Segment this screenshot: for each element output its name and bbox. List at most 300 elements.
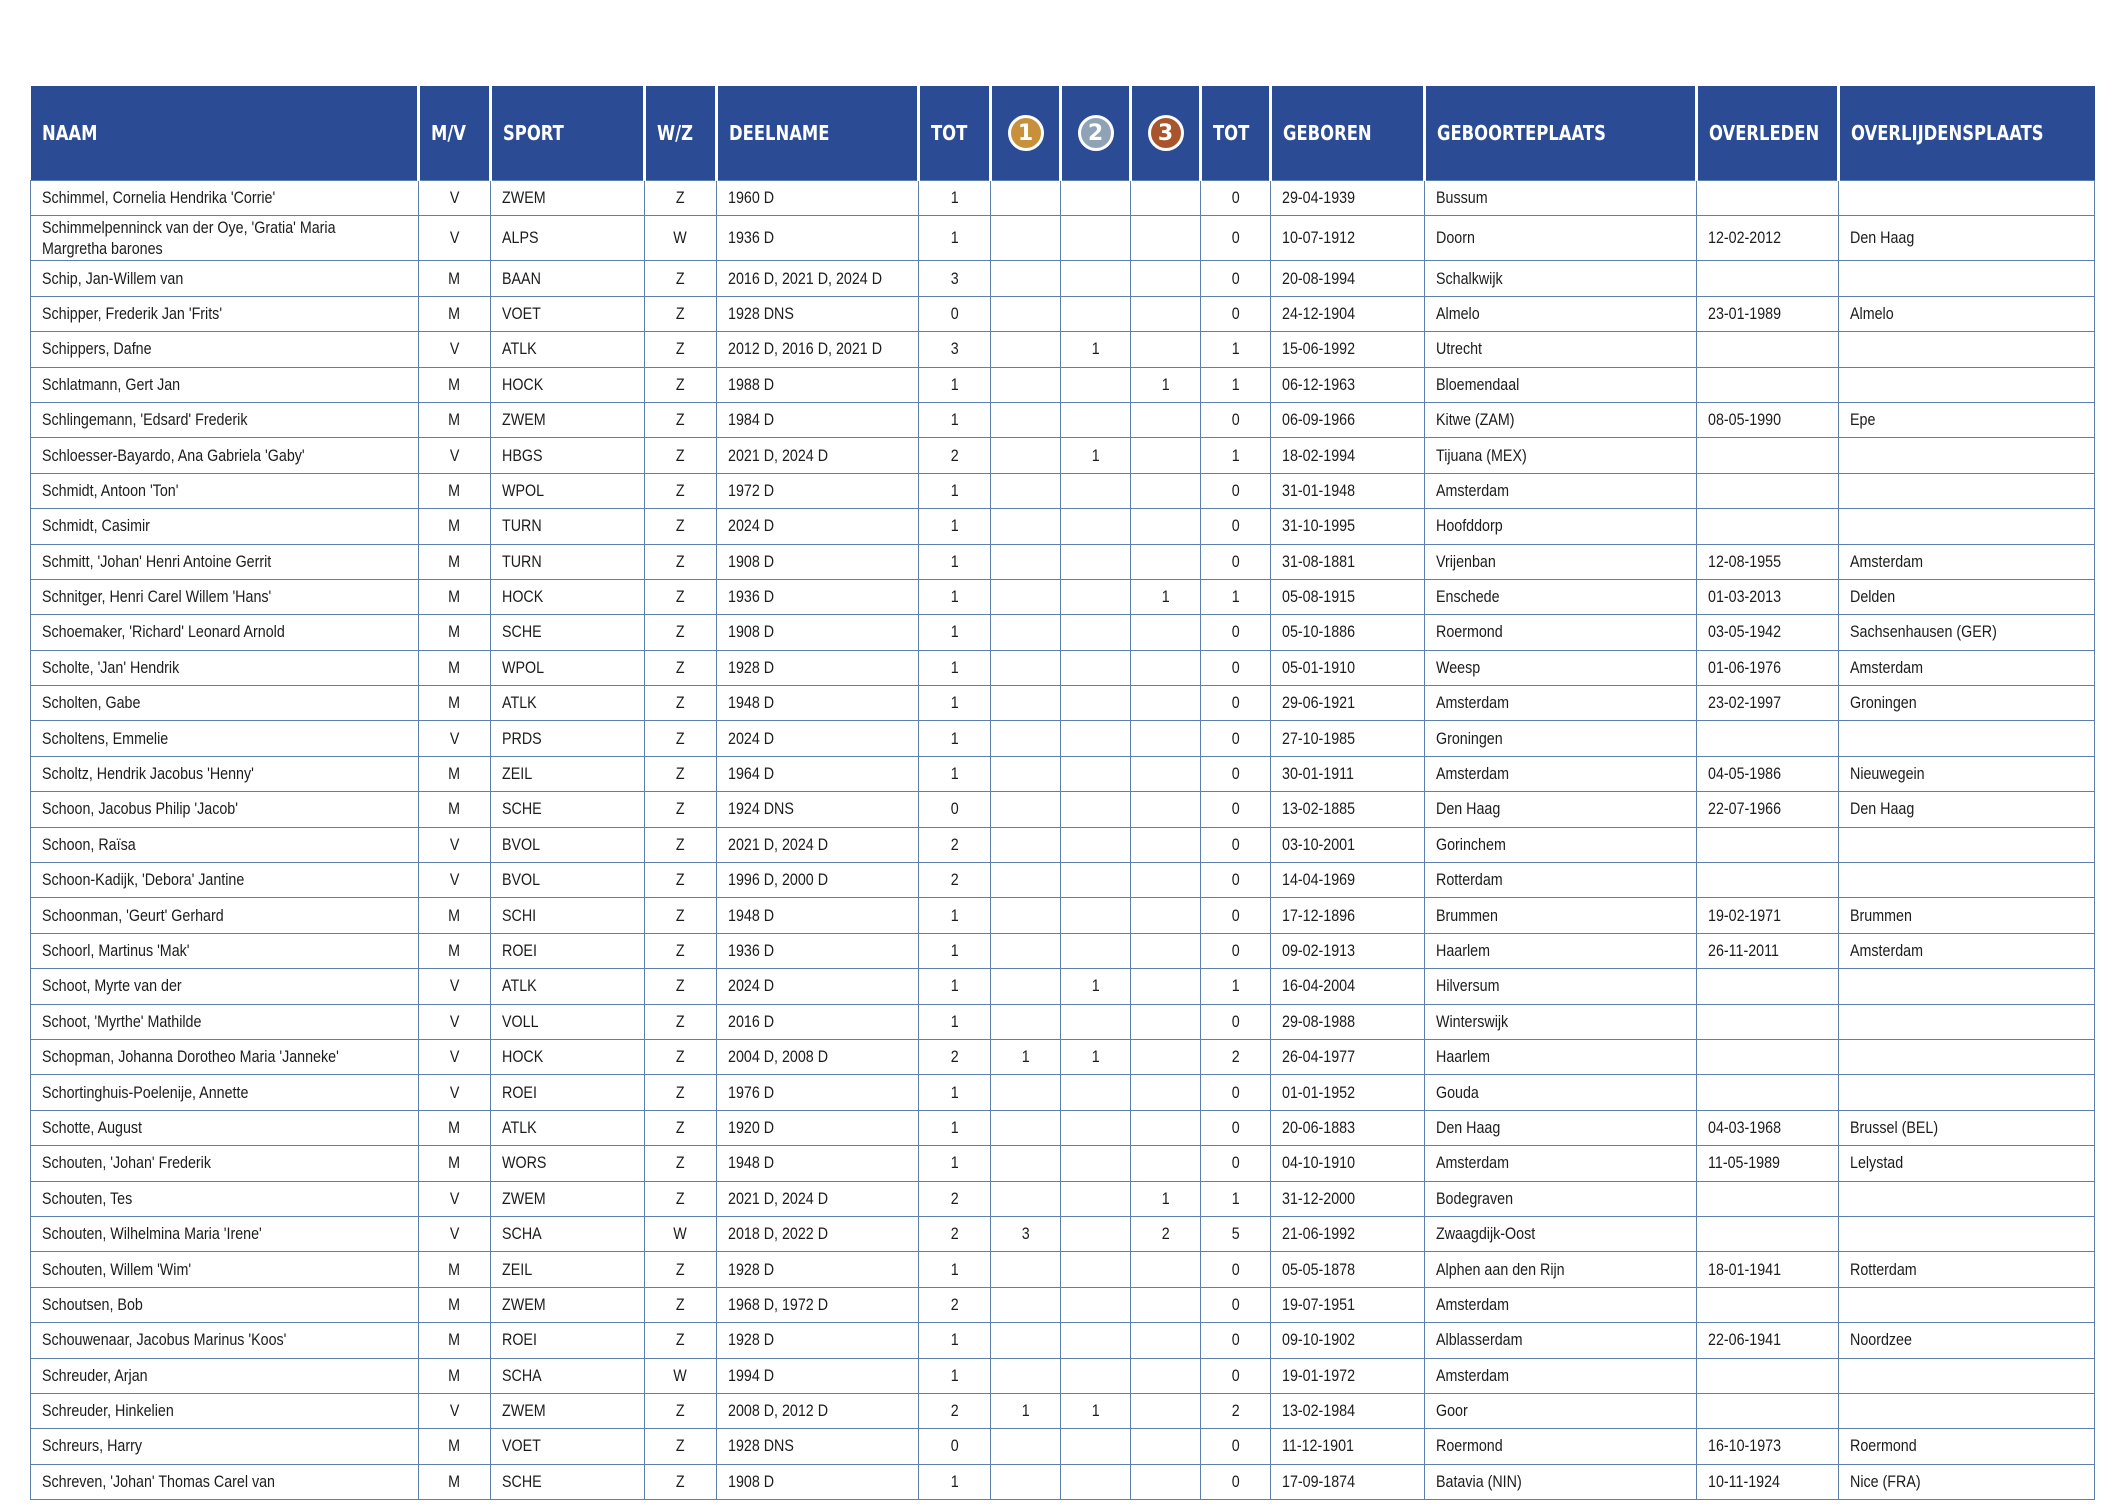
cell-wz	[645, 1146, 717, 1181]
cell-overlijdensplaats	[1839, 332, 2095, 367]
cell-deelname-text: 1924 DNS	[728, 799, 794, 819]
cell-tot-medals-text: 0	[1231, 905, 1240, 925]
cell-tot-medals	[1201, 1216, 1271, 1251]
cell-naam	[31, 1287, 419, 1322]
cell-mv	[419, 367, 491, 402]
cell-geboorteplaats	[1425, 1075, 1697, 1110]
cell-wz	[645, 1358, 717, 1393]
cell-overlijdensplaats	[1839, 402, 2095, 437]
cell-deelname-text: 1984 D	[728, 410, 775, 430]
cell-gold	[991, 1323, 1061, 1358]
cell-deelname	[717, 332, 919, 367]
cell-sport-text: HBGS	[502, 445, 543, 465]
cell-geboren-text: 05-01-1910	[1282, 657, 1356, 677]
cell-bronze	[1131, 792, 1201, 827]
cell-overleden	[1697, 473, 1839, 508]
cell-tot-deelname-text: 1	[950, 693, 959, 713]
cell-mv-text: V	[449, 1188, 460, 1208]
cell-tot-medals-text: 0	[1231, 799, 1240, 819]
cell-deelname-text: 1994 D	[728, 1365, 775, 1385]
cell-naam	[31, 898, 419, 933]
col-header-sport-label: SPORT	[503, 121, 564, 145]
cell-mv	[419, 898, 491, 933]
cell-overlijdensplaats-text: Roermond	[1850, 1436, 1917, 1456]
cell-naam-text: Schoon-Kadijk, 'Debora' Jantine	[42, 870, 245, 890]
cell-gold	[991, 509, 1061, 544]
cell-geboren-text: 05-10-1886	[1282, 622, 1356, 642]
cell-geboren	[1271, 650, 1425, 685]
cell-mv-text: V	[449, 1224, 460, 1244]
cell-overlijdensplaats-text: Noordzee	[1850, 1330, 1912, 1350]
cell-mv-text: M	[448, 941, 461, 960]
cell-deelname-text: 1948 D	[728, 1153, 775, 1173]
cell-overlijdensplaats-text: Amsterdam	[1850, 657, 1924, 677]
cell-deelname-text: 1968 D, 1972 D	[728, 1294, 829, 1314]
cell-geboorteplaats-text: Amsterdam	[1436, 764, 1510, 784]
cell-geboorteplaats-text: Bussum	[1436, 188, 1488, 208]
cell-mv-text: V	[449, 728, 460, 748]
table-row[interactable]	[31, 1252, 2095, 1287]
table-row[interactable]	[31, 969, 2095, 1004]
table-row[interactable]	[31, 1146, 2095, 1181]
cell-tot-medals	[1201, 544, 1271, 579]
cell-geboren-text: 21-06-1992	[1282, 1224, 1356, 1244]
cell-geboorteplaats-text: Utrecht	[1436, 339, 1483, 359]
cell-overleden-text: 01-06-1976	[1708, 657, 1782, 677]
table-row[interactable]	[31, 863, 2095, 898]
table-row[interactable]	[31, 686, 2095, 721]
cell-geboren	[1271, 296, 1425, 331]
cell-naam-text: Schoon, Jacobus Philip 'Jacob'	[42, 799, 238, 819]
cell-silver	[1061, 544, 1131, 579]
cell-tot-medals	[1201, 898, 1271, 933]
cell-deelname	[717, 1287, 919, 1322]
cell-geboorteplaats	[1425, 615, 1697, 650]
cell-wz	[645, 1429, 717, 1464]
cell-silver	[1061, 615, 1131, 650]
cell-wz	[645, 402, 717, 437]
cell-gold	[991, 1146, 1061, 1181]
table-row[interactable]	[31, 544, 2095, 579]
cell-silver	[1061, 650, 1131, 685]
table-row[interactable]	[31, 933, 2095, 968]
cell-naam	[31, 1429, 419, 1464]
cell-geboorteplaats	[1425, 509, 1697, 544]
cell-naam	[31, 1252, 419, 1287]
cell-silver	[1061, 863, 1131, 898]
cell-bronze	[1131, 1075, 1201, 1110]
cell-overleden	[1697, 1146, 1839, 1181]
table-row[interactable]	[31, 1287, 2095, 1322]
cell-deelname	[717, 898, 919, 933]
cell-tot-medals	[1201, 1287, 1271, 1322]
cell-overleden-text: 12-08-1955	[1708, 551, 1782, 571]
cell-geboren	[1271, 1075, 1425, 1110]
cell-sport	[491, 827, 645, 862]
cell-naam	[31, 969, 419, 1004]
cell-sport-text: VOLL	[502, 1011, 539, 1031]
cell-naam-text: Schoorl, Martinus 'Mak'	[42, 941, 190, 960]
cell-gold	[991, 216, 1061, 261]
cell-wz-text: Z	[676, 799, 685, 819]
col-header-overlijdensplaats[interactable]	[1839, 86, 2095, 181]
cell-geboorteplaats	[1425, 544, 1697, 579]
cell-tot-deelname	[919, 1358, 991, 1393]
cell-sport-text: ALPS	[502, 228, 539, 248]
cell-sport	[491, 216, 645, 261]
cell-gold	[991, 579, 1061, 614]
cell-geboorteplaats-text: Haarlem	[1436, 941, 1490, 960]
cell-naam	[31, 1393, 419, 1428]
cell-mv	[419, 579, 491, 614]
cell-deelname	[717, 969, 919, 1004]
cell-bronze	[1131, 473, 1201, 508]
col-header-overleden[interactable]	[1697, 86, 1839, 181]
col-header-tot-deelname[interactable]	[919, 86, 991, 181]
table-row[interactable]	[31, 473, 2095, 508]
table-row[interactable]	[31, 650, 2095, 685]
table-row[interactable]	[31, 615, 2095, 650]
table-row[interactable]	[31, 1323, 2095, 1358]
cell-wz-text: Z	[676, 1153, 685, 1173]
cell-mv-text: V	[449, 870, 460, 890]
table-row[interactable]	[31, 792, 2095, 827]
table-row[interactable]	[31, 1393, 2095, 1428]
cell-geboren-text: 19-01-1972	[1282, 1365, 1356, 1385]
cell-wz	[645, 181, 717, 216]
table-row[interactable]	[31, 1429, 2095, 1464]
cell-tot-deelname-text: 1	[950, 1471, 959, 1491]
cell-naam	[31, 216, 419, 261]
cell-mv	[419, 1287, 491, 1322]
col-header-naam-label: NAAM	[41, 121, 97, 145]
cell-mv-text: M	[448, 1259, 461, 1279]
cell-geboorteplaats	[1425, 1216, 1697, 1251]
cell-overlijdensplaats	[1839, 1075, 2095, 1110]
cell-geboorteplaats-text: Roermond	[1436, 1436, 1503, 1456]
cell-deelname	[717, 473, 919, 508]
cell-bronze	[1131, 933, 1201, 968]
cell-tot-deelname	[919, 756, 991, 791]
cell-deelname	[717, 367, 919, 402]
cell-mv-text: V	[449, 1401, 460, 1421]
cell-tot-deelname-text: 3	[950, 268, 959, 288]
table-row[interactable]	[31, 438, 2095, 473]
table-row[interactable]	[31, 579, 2095, 614]
cell-deelname	[717, 756, 919, 791]
cell-overleden	[1697, 686, 1839, 721]
cell-mv	[419, 1181, 491, 1216]
cell-wz	[645, 1323, 717, 1358]
cell-overleden-text: 22-07-1966	[1708, 799, 1782, 819]
cell-tot-medals	[1201, 332, 1271, 367]
table-row[interactable]	[31, 402, 2095, 437]
cell-mv	[419, 650, 491, 685]
cell-tot-deelname-text: 3	[950, 339, 959, 359]
table-row[interactable]	[31, 296, 2095, 331]
cell-overlijdensplaats	[1839, 1004, 2095, 1039]
table-row[interactable]	[31, 181, 2095, 216]
cell-overleden-text: 08-05-1990	[1708, 410, 1782, 430]
col-header-mv-label: M/V	[431, 121, 467, 145]
cell-deelname	[717, 1358, 919, 1393]
cell-overleden	[1697, 1181, 1839, 1216]
cell-tot-deelname-text: 2	[950, 1188, 959, 1208]
cell-sport-text: HOCK	[502, 374, 544, 394]
cell-deelname	[717, 216, 919, 261]
table-row[interactable]	[31, 1039, 2095, 1074]
cell-tot-medals	[1201, 216, 1271, 261]
cell-geboren	[1271, 1429, 1425, 1464]
cell-bronze	[1131, 898, 1201, 933]
athletes-table	[30, 86, 2095, 1500]
cell-overleden	[1697, 509, 1839, 544]
cell-gold	[991, 332, 1061, 367]
cell-mv-text: M	[448, 905, 461, 925]
cell-naam	[31, 933, 419, 968]
col-header-silver[interactable]	[1061, 86, 1131, 181]
cell-deelname	[717, 1252, 919, 1287]
table-row[interactable]	[31, 1216, 2095, 1251]
cell-bronze	[1131, 756, 1201, 791]
cell-silver	[1061, 1323, 1131, 1358]
cell-naam-text: Schouten, Wilhelmina Maria 'Irene'	[42, 1224, 262, 1244]
cell-tot-medals	[1201, 1464, 1271, 1499]
table-row[interactable]	[31, 367, 2095, 402]
cell-naam-text: Schoemaker, 'Richard' Leonard Arnold	[42, 622, 285, 642]
cell-deelname	[717, 1393, 919, 1428]
cell-wz-text: Z	[676, 339, 685, 359]
cell-silver	[1061, 1393, 1131, 1428]
cell-sport	[491, 721, 645, 756]
cell-sport-text: ATLK	[502, 976, 537, 996]
cell-sport-text: WORS	[502, 1153, 547, 1173]
cell-mv	[419, 933, 491, 968]
cell-tot-medals-text: 2	[1231, 1047, 1240, 1067]
cell-gold	[991, 721, 1061, 756]
cell-geboorteplaats-text: Gouda	[1436, 1082, 1479, 1102]
cell-tot-deelname	[919, 1004, 991, 1039]
cell-silver	[1061, 509, 1131, 544]
cell-sport-text: ZEIL	[502, 764, 533, 784]
cell-tot-deelname-text: 2	[950, 1294, 959, 1314]
cell-deelname-text: 2008 D, 2012 D	[728, 1401, 829, 1421]
cell-naam	[31, 1464, 419, 1499]
cell-overlijdensplaats	[1839, 1039, 2095, 1074]
table-row[interactable]	[31, 1464, 2095, 1499]
cell-geboren-text: 29-06-1921	[1282, 693, 1356, 713]
cell-mv	[419, 544, 491, 579]
cell-bronze	[1131, 1004, 1201, 1039]
cell-deelname-text: 1908 D	[728, 622, 775, 642]
cell-deelname-text: 1996 D, 2000 D	[728, 870, 829, 890]
cell-bronze-text: 2	[1161, 1224, 1170, 1244]
cell-tot-deelname	[919, 1181, 991, 1216]
cell-geboorteplaats	[1425, 332, 1697, 367]
cell-tot-deelname-text: 2	[950, 445, 959, 465]
cell-tot-deelname-text: 1	[950, 1365, 959, 1385]
cell-naam-text: Schortinghuis-Poelenije, Annette	[42, 1082, 249, 1102]
col-header-gold[interactable]	[991, 86, 1061, 181]
table-row[interactable]	[31, 1181, 2095, 1216]
cell-tot-deelname-text: 1	[950, 551, 959, 571]
cell-deelname	[717, 650, 919, 685]
cell-gold	[991, 933, 1061, 968]
cell-deelname	[717, 1146, 919, 1181]
cell-deelname-text: 2012 D, 2016 D, 2021 D	[728, 339, 883, 359]
cell-overleden	[1697, 261, 1839, 296]
cell-mv	[419, 1464, 491, 1499]
cell-tot-medals	[1201, 579, 1271, 614]
cell-wz	[645, 1181, 717, 1216]
cell-geboren	[1271, 367, 1425, 402]
cell-geboren-text: 13-02-1984	[1282, 1401, 1356, 1421]
table-row[interactable]	[31, 721, 2095, 756]
cell-overleden-text: 04-05-1986	[1708, 764, 1782, 784]
table-row[interactable]	[31, 898, 2095, 933]
cell-naam-text: Schlatmann, Gert Jan	[42, 374, 181, 394]
cell-gold	[991, 827, 1061, 862]
cell-mv-text: M	[448, 1471, 461, 1491]
col-header-geboorteplaats[interactable]	[1425, 86, 1697, 181]
cell-gold	[991, 367, 1061, 402]
cell-silver	[1061, 1287, 1131, 1322]
cell-wz	[645, 438, 717, 473]
cell-wz	[645, 1075, 717, 1110]
cell-mv-text: M	[448, 693, 461, 713]
col-header-tot-medals[interactable]	[1201, 86, 1271, 181]
cell-gold	[991, 473, 1061, 508]
cell-tot-deelname-text: 1	[950, 1259, 959, 1279]
col-header-naam[interactable]	[31, 86, 419, 181]
table-row[interactable]	[31, 1358, 2095, 1393]
cell-naam	[31, 686, 419, 721]
cell-overlijdensplaats	[1839, 1358, 2095, 1393]
cell-mv-text: M	[448, 268, 461, 288]
cell-silver	[1061, 296, 1131, 331]
table-row[interactable]	[31, 509, 2095, 544]
cell-overlijdensplaats	[1839, 1181, 2095, 1216]
col-header-wz[interactable]	[645, 86, 717, 181]
cell-gold	[991, 261, 1061, 296]
cell-mv-text: M	[448, 1436, 461, 1456]
table-row[interactable]	[31, 1004, 2095, 1039]
cell-overleden	[1697, 544, 1839, 579]
cell-overlijdensplaats	[1839, 1146, 2095, 1181]
cell-wz-text: Z	[676, 445, 685, 465]
col-header-geboren[interactable]	[1271, 86, 1425, 181]
cell-silver	[1061, 1181, 1131, 1216]
cell-geboorteplaats-text: Alblasserdam	[1436, 1330, 1523, 1350]
cell-mv-text: V	[449, 976, 460, 996]
cell-mv	[419, 1075, 491, 1110]
cell-tot-deelname-text: 1	[950, 374, 959, 394]
cell-naam	[31, 756, 419, 791]
cell-mv-text: M	[448, 480, 461, 500]
cell-sport	[491, 1358, 645, 1393]
cell-geboorteplaats	[1425, 216, 1697, 261]
cell-deelname	[717, 792, 919, 827]
cell-geboren-text: 30-01-1911	[1282, 764, 1354, 784]
cell-gold	[991, 1039, 1061, 1074]
cell-silver	[1061, 1429, 1131, 1464]
cell-mv	[419, 1323, 491, 1358]
cell-wz	[645, 216, 717, 261]
cell-overleden-text: 04-03-1968	[1708, 1117, 1782, 1137]
cell-naam-text: Scholte, 'Jan' Hendrik	[42, 657, 180, 677]
cell-tot-deelname	[919, 1464, 991, 1499]
table-row[interactable]	[31, 756, 2095, 791]
cell-geboren	[1271, 1323, 1425, 1358]
cell-overlijdensplaats	[1839, 827, 2095, 862]
cell-tot-deelname	[919, 367, 991, 402]
cell-overlijdensplaats	[1839, 438, 2095, 473]
cell-mv	[419, 1216, 491, 1251]
cell-sport	[491, 863, 645, 898]
cell-overleden	[1697, 721, 1839, 756]
cell-tot-medals	[1201, 1429, 1271, 1464]
cell-tot-deelname-text: 1	[950, 1330, 959, 1350]
cell-tot-deelname	[919, 686, 991, 721]
cell-tot-medals	[1201, 473, 1271, 508]
cell-overleden	[1697, 827, 1839, 862]
table-row[interactable]	[31, 827, 2095, 862]
cell-tot-medals-text: 0	[1231, 551, 1240, 571]
cell-silver	[1061, 367, 1131, 402]
table-row[interactable]	[31, 1110, 2095, 1145]
cell-deelname-text: 1928 D	[728, 1259, 775, 1279]
cell-sport	[491, 1216, 645, 1251]
cell-tot-deelname	[919, 1216, 991, 1251]
cell-gold	[991, 1181, 1061, 1216]
table-row[interactable]	[31, 332, 2095, 367]
col-header-sport[interactable]	[491, 86, 645, 181]
cell-geboorteplaats-text: Groningen	[1436, 728, 1503, 748]
cell-naam-text: Schoonman, 'Geurt' Gerhard	[42, 905, 224, 925]
cell-sport-text: ZWEM	[502, 410, 546, 430]
cell-mv	[419, 332, 491, 367]
cell-gold	[991, 1216, 1061, 1251]
cell-deelname-text: 2021 D, 2024 D	[728, 445, 829, 465]
cell-naam-text: Schouwenaar, Jacobus Marinus 'Koos'	[42, 1330, 287, 1350]
col-header-deelname[interactable]	[717, 86, 919, 181]
cell-tot-deelname-text: 1	[950, 516, 959, 536]
table-row[interactable]	[31, 216, 2095, 261]
col-header-bronze[interactable]	[1131, 86, 1201, 181]
cell-sport-text: ZWEM	[502, 1188, 546, 1208]
cell-overleden	[1697, 1110, 1839, 1145]
cell-geboorteplaats-text: Bodegraven	[1436, 1188, 1514, 1208]
cell-overleden-text: 23-01-1989	[1708, 303, 1782, 323]
cell-sport-text: ROEI	[502, 1330, 537, 1350]
cell-tot-deelname	[919, 1039, 991, 1074]
cell-sport	[491, 1075, 645, 1110]
cell-naam	[31, 296, 419, 331]
col-header-mv[interactable]	[419, 86, 491, 181]
cell-deelname-text: 2024 D	[728, 976, 775, 996]
cell-overlijdensplaats	[1839, 296, 2095, 331]
cell-sport	[491, 933, 645, 968]
cell-bronze	[1131, 1464, 1201, 1499]
table-row[interactable]	[31, 1075, 2095, 1110]
cell-geboorteplaats	[1425, 296, 1697, 331]
table-row[interactable]	[31, 261, 2095, 296]
cell-silver	[1061, 438, 1131, 473]
cell-gold	[991, 1287, 1061, 1322]
cell-gold	[991, 898, 1061, 933]
cell-wz-text: Z	[676, 1188, 685, 1208]
cell-sport	[491, 650, 645, 685]
